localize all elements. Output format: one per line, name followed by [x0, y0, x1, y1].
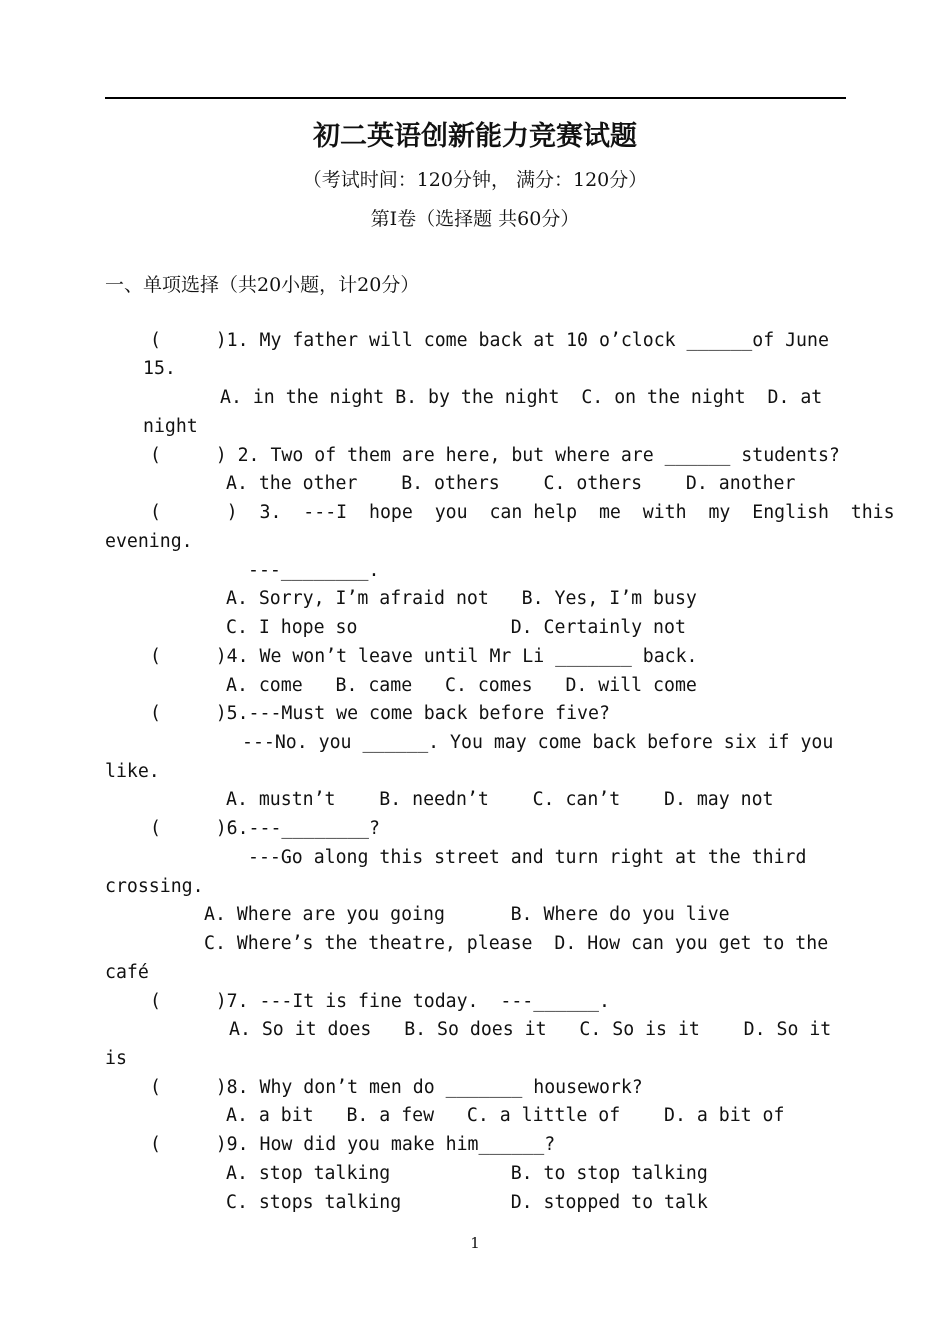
question-line: ( )1. My father will come back at 10 o’clock ______of June	[150, 330, 829, 351]
option-line: C. I hope so D. Certainly not	[226, 617, 686, 638]
exam-info: （考试时间：120分钟， 满分：120分）	[302, 169, 648, 191]
header-rule	[105, 97, 846, 99]
question-line: 15.	[143, 358, 176, 379]
page-number: 1	[470, 1234, 480, 1252]
question-line: ( )7. ---It is fine today. ---______.	[150, 991, 610, 1012]
question-line: ( ) 3. ---I hope you can help me with my English this	[150, 502, 895, 523]
option-line: C. Where’s the theatre, please D. How can you get to the	[204, 933, 829, 954]
question-line: ---Go along this street and turn right at the third	[248, 847, 807, 868]
question-line: ---________.	[248, 560, 380, 581]
option-line: A. a bit B. a few C. a little of D. a bit of	[226, 1105, 785, 1126]
question-line: ( )4. We won’t leave until Mr Li _______ back.	[150, 646, 698, 667]
question-line: evening.	[105, 531, 193, 552]
question-line: crossing.	[105, 876, 204, 897]
option-line: A. the other B. others C. others D. another	[226, 473, 796, 494]
question-line: ( )6.---________?	[150, 818, 380, 839]
option-line: night	[143, 416, 198, 437]
question-line: ( ) 2. Two of them are here, but where are ______ students?	[150, 445, 840, 466]
option-line: C. stops talking D. stopped to talk	[226, 1192, 708, 1213]
option-line: café	[105, 962, 149, 983]
option-line: A. mustn’t B. needn’t C. can’t D. may not	[226, 789, 774, 810]
question-line: ( )5.---Must we come back before five?	[150, 703, 610, 724]
question-line: ( )8. Why don’t men do _______ housework?	[150, 1077, 643, 1098]
option-line: A. Sorry, I’m afraid not B. Yes, I’m busy	[226, 588, 697, 609]
option-line: is	[105, 1048, 127, 1069]
option-line: A. stop talking B. to stop talking	[226, 1163, 708, 1184]
option-line: A. in the night B. by the night C. on the night D. at	[220, 387, 823, 408]
paper-part-heading: 第Ⅰ卷（选择题 共60分）	[370, 208, 580, 230]
question-line: like.	[105, 761, 160, 782]
option-line: A. So it does B. So does it C. So is it D. So it	[229, 1019, 832, 1040]
option-line: A. come B. came C. comes D. will come	[226, 675, 697, 696]
section-heading: 一、单项选择（共20小题，计20分）	[105, 274, 420, 296]
exam-title: 初二英语创新能力竞赛试题	[313, 121, 637, 152]
option-line: A. Where are you going B. Where do you live	[204, 904, 730, 925]
question-line: ---No. you ______. You may come back before six if you	[242, 732, 834, 753]
question-line: ( )9. How did you make him______?	[150, 1134, 556, 1155]
